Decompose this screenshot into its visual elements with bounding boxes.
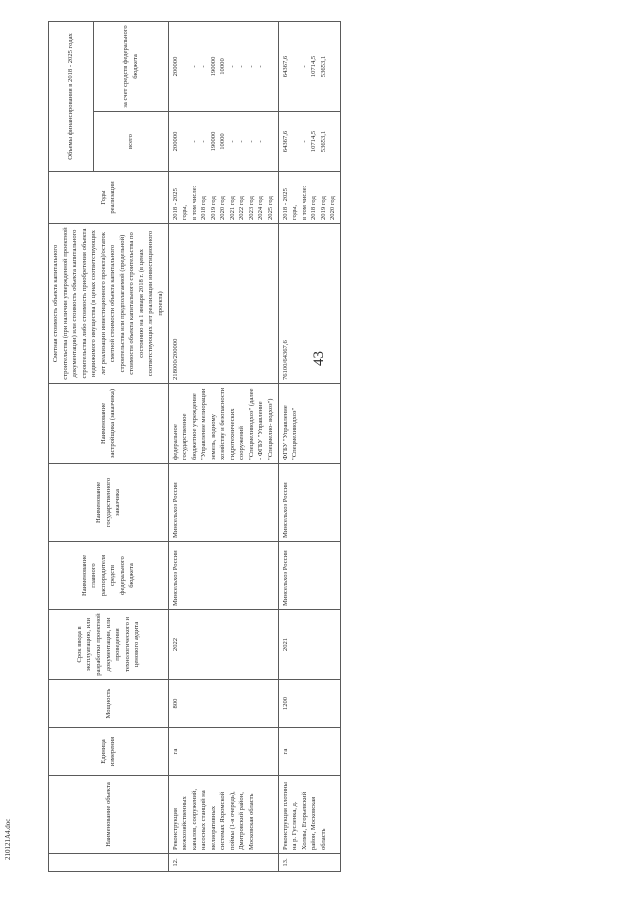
federal-line: 64367,6 (281, 55, 289, 78)
year-line: 2021 год (228, 196, 236, 220)
federal-line: - (238, 65, 246, 68)
federal-line: - (200, 65, 208, 68)
header-no (49, 854, 169, 872)
total-line: 53653,1 (319, 130, 327, 153)
year-line: 2019 год (209, 196, 217, 220)
deadline-cell: 2021 (278, 610, 340, 680)
header-capacity: Мощность (49, 680, 169, 728)
header-funding: Объемы финансирования в 2018 - 2025 годах (49, 21, 94, 171)
total-cell (168, 112, 278, 172)
federal-line: 10000 (219, 58, 227, 75)
years-cell (278, 172, 340, 224)
total-line: 10714,5 (310, 130, 318, 153)
rotated-table-container (48, 22, 548, 872)
year-line: 2018 - 2025 годы, (171, 188, 189, 220)
unit-cell: га (168, 728, 278, 776)
year-line: 2020 год (329, 196, 337, 220)
year-line: 2019 год (319, 196, 327, 220)
investment-projects-table (48, 21, 341, 872)
deadline-cell: 2022 (168, 610, 278, 680)
row-number: 13. (278, 854, 340, 872)
federal-line: - (228, 65, 236, 68)
year-line: 2022 год (238, 196, 246, 220)
table-row (168, 21, 278, 871)
federal-line: - (247, 65, 255, 68)
total-line: - (300, 140, 308, 143)
header-distributor: Наименование главного распорядителя средств федерального бюджета (49, 542, 169, 610)
total-line: 64367,6 (281, 130, 289, 153)
total-line: - (200, 140, 208, 143)
total-line: - (238, 140, 246, 143)
year-line: 2024 год (257, 196, 265, 220)
federal-line: 53653,1 (319, 55, 327, 78)
year-line: 2018 год (310, 196, 318, 220)
federal-line: - (257, 65, 265, 68)
customer-cell: Минсельхоз России (278, 464, 340, 542)
header-developer: Наименование застройщика (заказчика) (49, 384, 169, 464)
cost-cell: 218000/200000 (168, 224, 278, 384)
federal-line: - (190, 65, 198, 68)
developer-cell: ФГБУ "Управление "Спецмеливодхоз" (278, 384, 340, 464)
header-federal: за счет средств федерального бюджета (94, 21, 169, 111)
header-name: Наименование объекта (49, 776, 169, 854)
year-line: 2018 год (200, 196, 208, 220)
distributor-cell: Минсельхоз России (168, 542, 278, 610)
year-line: в том числе: (300, 185, 308, 220)
header-unit: Единица измерения (49, 728, 169, 776)
object-name: Реконструкция плотины на р. Гусленка, д. Холмы, Егорьевский район, Московская область (278, 776, 340, 854)
total-line: 10000 (219, 133, 227, 150)
federal-line: - (300, 65, 308, 68)
row-number: 12. (168, 854, 278, 872)
federal-line: 200000 (171, 56, 179, 77)
total-line: - (257, 140, 265, 143)
year-line: 2025 год (267, 196, 275, 220)
page-number: 43 (311, 351, 327, 366)
year-line: 2023 год (247, 196, 255, 220)
total-line (180, 115, 190, 168)
unit-cell: га (278, 728, 340, 776)
header-cost: Сметная стоимость объекта капитального строительства (при наличии утвержденной проектной документации) или стоимость объекта капитального строительства либо стоимость приобретения объекта недвижимого имущества (в ценах соответствующих лет реализации инвестиционного проекта)/остаток сметной стоимости объекта капитального строительства или предполагаемой (предельной) стоимости объекта капитального строительства по состоянию на 1 января 2018 г. (в ценах соответствующих лет реализации инвестиционного проекта) (49, 224, 169, 384)
total-line: 200000 (171, 131, 179, 152)
total-line: 190000 (209, 131, 217, 152)
federal-cell (168, 21, 278, 111)
total-cell (278, 112, 340, 172)
total-line: - (190, 140, 198, 143)
capacity-cell: 1200 (278, 680, 340, 728)
federal-line: 190000 (209, 56, 217, 77)
header-deadline: Срок ввода в эксплуатацию, или разработки проектной документации, или проведения технологического и ценового аудита (49, 610, 169, 680)
header-customer: Наименование государственного заказчика (49, 464, 169, 542)
federal-line (180, 25, 190, 108)
developer-cell: федеральное государственное бюджетное учреждение "Управление мелиорации земель, водному хозяйству и безопасности гидротехнических сооружений "Спецмеливодхоз" (далее - ФГБУ "Управление "Спецмелио- водхоз") (168, 384, 278, 464)
total-line (290, 115, 300, 168)
federal-cell (278, 21, 340, 111)
federal-line: 10714,5 (310, 55, 318, 78)
cost-cell: 76100/64367,6 (278, 224, 340, 384)
header-row (49, 21, 94, 871)
header-years: Годы реализации (49, 172, 169, 224)
federal-line (290, 25, 300, 108)
capacity-cell: 800 (168, 680, 278, 728)
distributor-cell: Минсельхоз России (278, 542, 340, 610)
total-line: - (247, 140, 255, 143)
year-line: 2018 - 2025 годы, (281, 188, 299, 220)
object-name: Реконструкция межхозяйственных каналов, сооружений, насосных станций на мелиоративных системах Яхромской поймы (1-я очередь), Дмитровский район, Московская область (168, 776, 278, 854)
year-line: 2020 год (219, 196, 227, 220)
customer-cell: Минсельхоз России (168, 464, 278, 542)
table-row (278, 21, 340, 871)
footer-document-code: 210121A4.doc (4, 818, 12, 860)
year-line: в том числе: (190, 185, 198, 220)
header-total: всего (94, 112, 169, 172)
total-line: - (228, 140, 236, 143)
years-cell (168, 172, 278, 224)
